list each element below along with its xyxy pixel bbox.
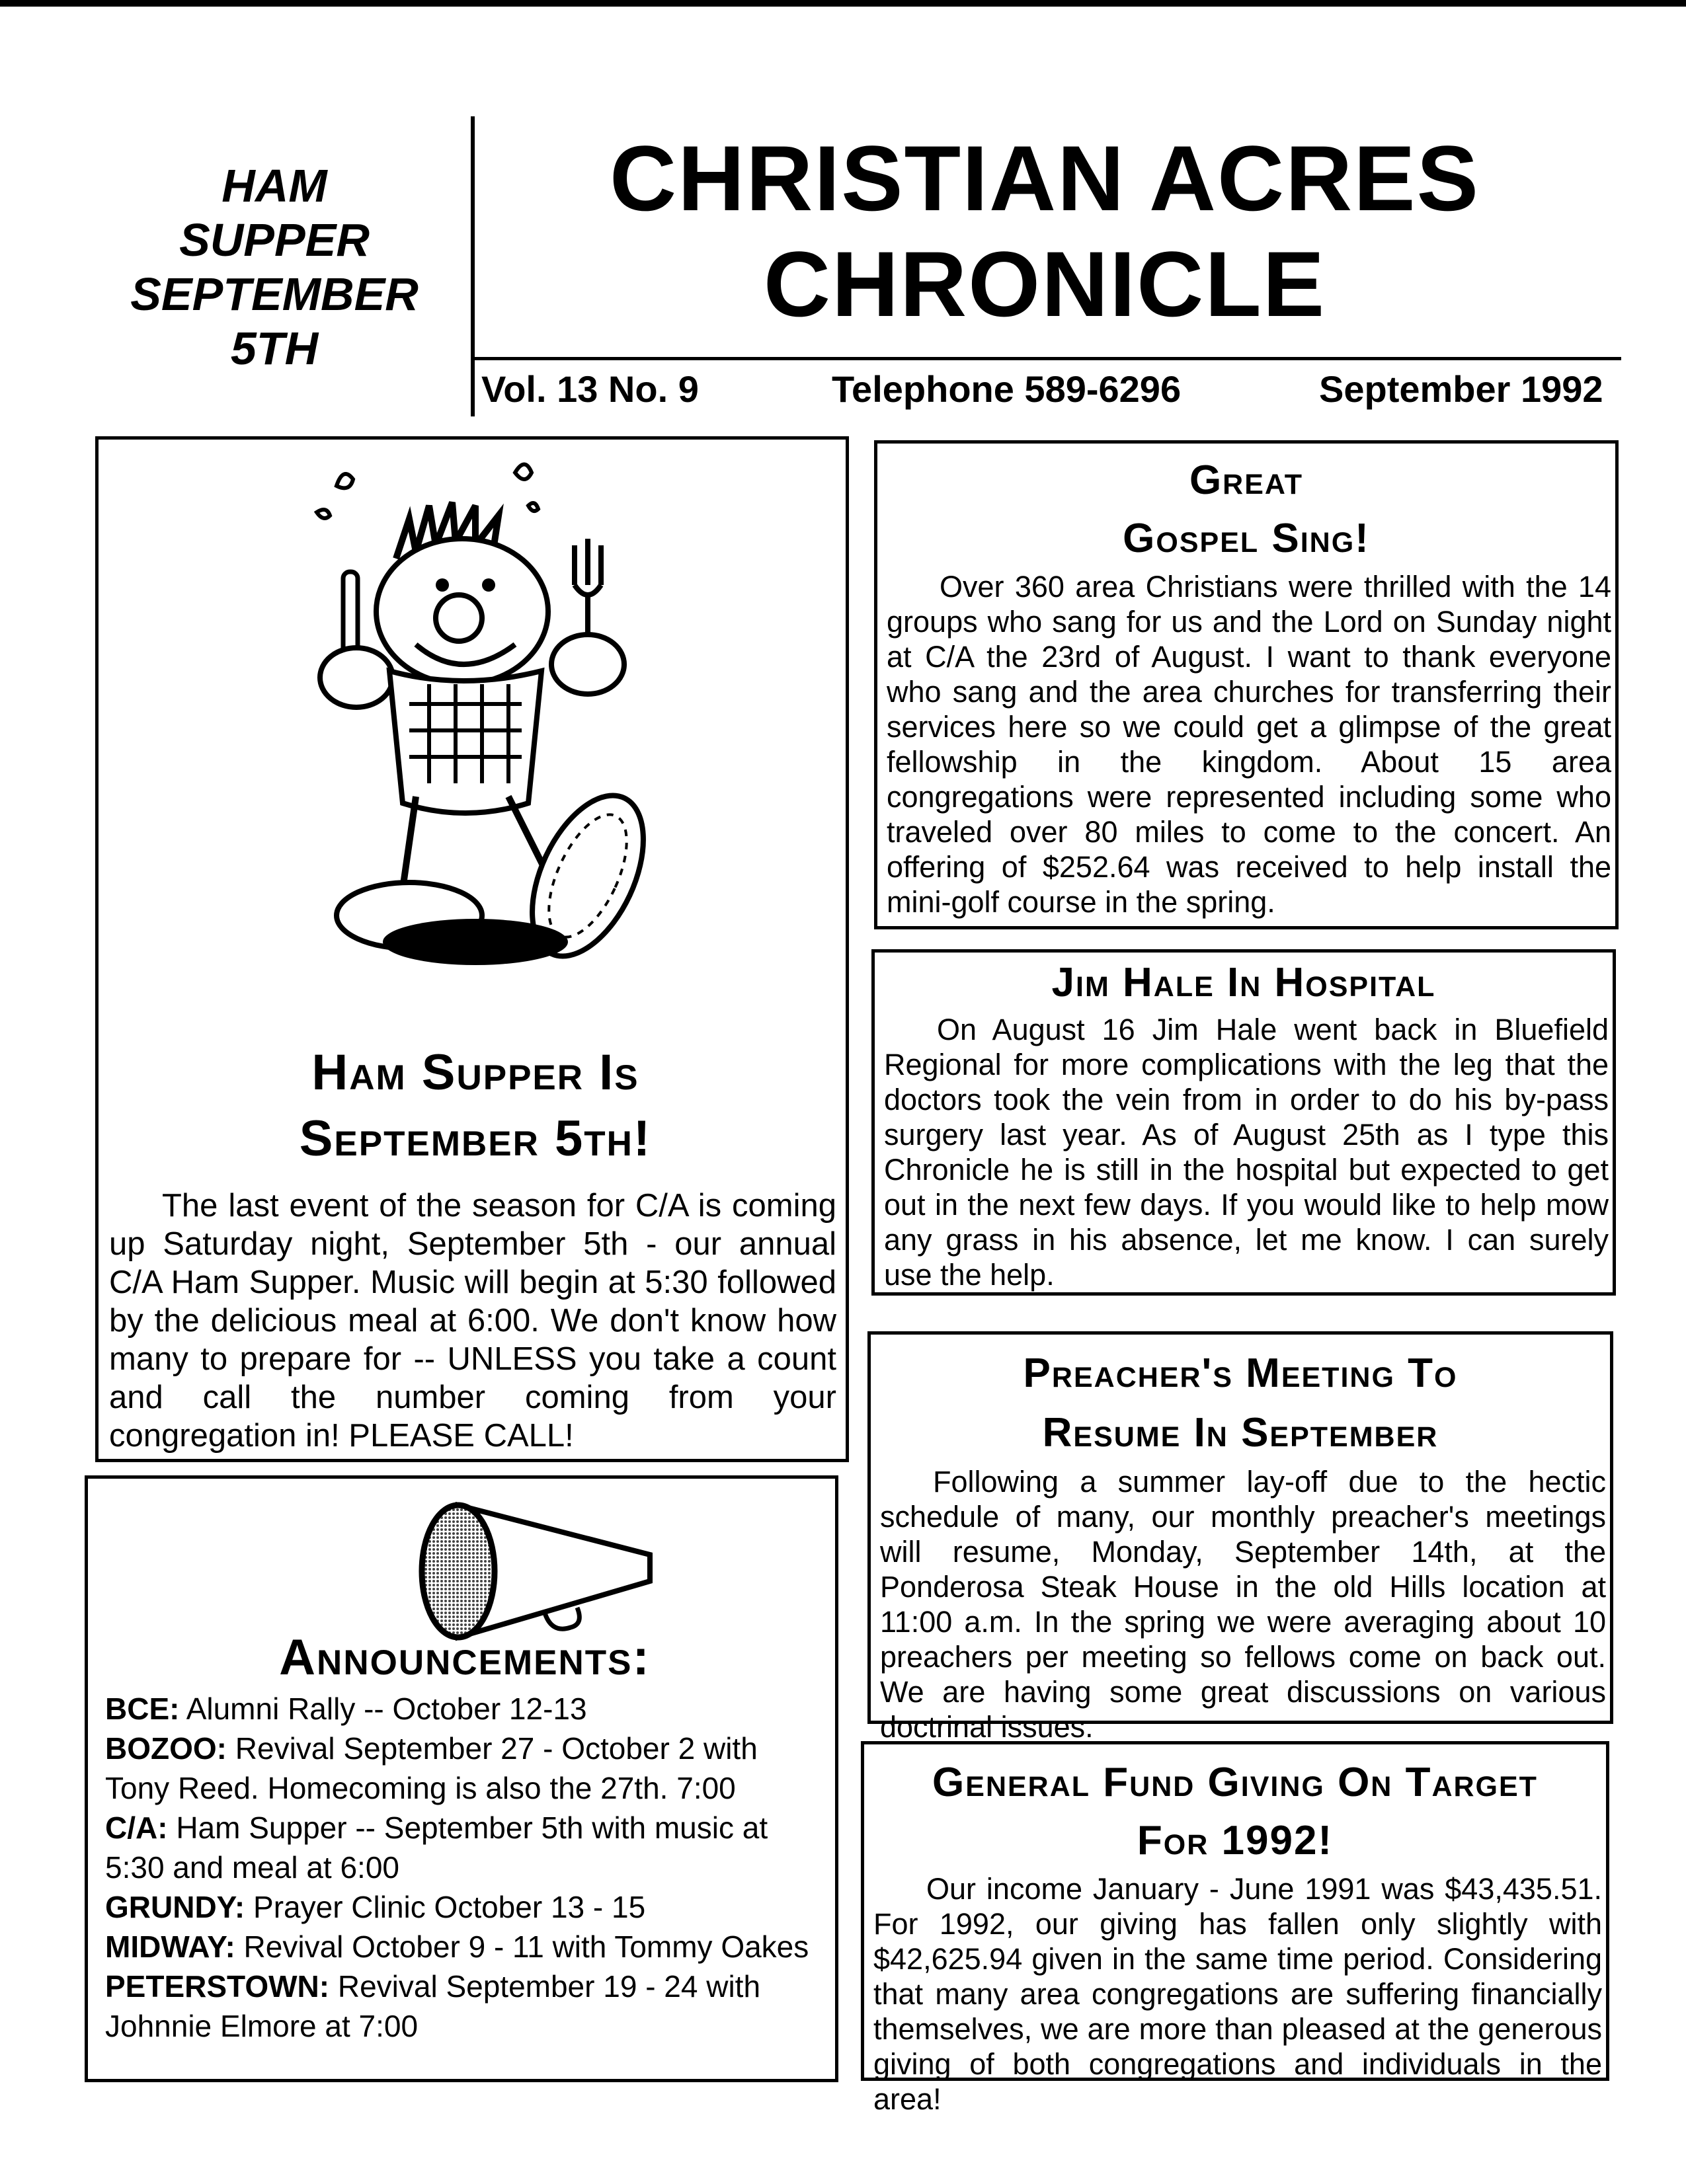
volume-number: Vol. 13 No. 9 — [481, 368, 699, 410]
ham-supper-headline-1: Ham Supper Is — [311, 1044, 639, 1101]
gospel-sing-body: Over 360 area Christians were thrilled with the 14 groups who sang for us and the Lord on Sunday night at C/A the 23rd of August. I want to thank everyone who sang and the area churches for transferring their services here so we could get a glimpse of the great fellowship in the kingdom. About 15 area congregations were represented including some who traveled over 80 miles to come to the concert. An offering of $252.64 was received to help install the mini-golf course in the spring. — [887, 570, 1611, 919]
announcement-congregation: BCE: — [105, 1692, 180, 1726]
announcement-congregation: GRUNDY: — [105, 1890, 245, 1924]
ham-supper-headline-2: September 5th! — [299, 1111, 652, 1167]
announcement-text: Alumni Rally -- October 12-13 — [179, 1692, 587, 1726]
announcement-item — [105, 1808, 826, 1887]
issue-date: September 1992 — [1319, 368, 1603, 410]
promo-line-2: SUPPER — [179, 214, 370, 266]
announcement-item — [105, 1689, 826, 1729]
ham-supper-body: The last event of the season for C/A is coming up Saturday night, September 5th - our annual C/A Ham Supper. Music will begin at 5:30 followed by the delicious meal at 6:00. We don't know how many to prepare for -- UNLESS you take a count and call the number coming from your congregation in! PLEASE CALL! — [109, 1188, 836, 1454]
top-border — [0, 0, 1686, 7]
announcements-box — [85, 1475, 838, 2082]
jim-hale-headline: Jim Hale In Hospital — [1051, 960, 1436, 1005]
title-line-2: CHRONICLE — [763, 232, 1326, 336]
newsletter-title — [483, 126, 1607, 337]
preachers-headline-2: Resume In September — [1042, 1410, 1439, 1456]
announcement-item — [105, 1729, 826, 1808]
announcement-congregation: PETERSTOWN: — [105, 1969, 330, 2004]
announcement-congregation: BOZOO: — [105, 1731, 227, 1766]
announcement-text: Prayer Clinic October 13 - 15 — [245, 1890, 646, 1924]
jim-hale-article — [871, 949, 1616, 1296]
announcement-text: Revival September 27 - October 2 with Tony Reed. Homecoming is also the 27th. 7:00 — [105, 1731, 758, 1805]
masthead-divider-horizontal — [471, 357, 1621, 360]
megaphone-icon — [412, 1492, 676, 1651]
announcements-heading: Announcements: — [279, 1629, 651, 1686]
ham-supper-promo — [99, 159, 450, 375]
promo-line-3: SEPTEMBER — [130, 268, 419, 320]
announcement-item — [105, 1967, 826, 2046]
gospel-sing-headline-1: Great — [1189, 457, 1304, 503]
hungry-cartoon-illustration — [297, 453, 694, 968]
announcements-list — [105, 1689, 826, 2046]
announcement-item — [105, 1887, 826, 1927]
general-fund-article — [861, 1741, 1609, 2116]
preachers-meeting-article — [867, 1331, 1613, 1744]
announcement-text: Revival October 9 - 11 with Tommy Oakes — [235, 1930, 809, 1964]
promo-line-1: HAM — [221, 160, 327, 212]
general-fund-headline-1: General Fund Giving On Target — [932, 1760, 1538, 1805]
gospel-sing-article — [874, 440, 1619, 929]
announcement-congregation: MIDWAY: — [105, 1930, 235, 1964]
announcement-congregation: C/A: — [105, 1811, 168, 1845]
general-fund-body: Our income January - June 1991 was $43,435.51. For 1992, our giving has fallen only slightly with $42,625.94 given in the same time period. Considering that many area congregations are suffering financially themselves, we are more than pleased at the generous giving of both congregations and individuals in the area! — [873, 1872, 1602, 2116]
announcement-item — [105, 1927, 826, 1967]
announcement-text: Revival September 19 - 24 with Johnnie Elmore at 7:00 — [105, 1969, 761, 2043]
announcement-text: Ham Supper -- September 5th with music at 5:30 and meal at 6:00 — [105, 1811, 768, 1885]
general-fund-headline-2: For 1992! — [1137, 1818, 1334, 1863]
preachers-body: Following a summer lay-off due to the hectic schedule of many, our monthly preacher's meetings will resume, Monday, September 14th, at the Ponderosa Steak House in the old Hills location at 11:00 a.m. In the spring we were averaging about 10 preachers per meeting so fellows come on back out. We are having some great discussions on various doctrinal issues. — [880, 1465, 1606, 1744]
telephone-number: Telephone 589-6296 — [832, 368, 1182, 410]
ham-supper-article — [95, 436, 849, 1462]
preachers-headline-1: Preacher's Meeting To — [1023, 1350, 1458, 1396]
jim-hale-body: On August 16 Jim Hale went back in Bluefield Regional for more complications with the leg that the doctors took the vein from in order to do his by-pass surgery last year. As of August 25th as I type this Chronicle he is still in the hospital but expected to get out in the next few days. If you would like to help mow any grass in his absence, let me know. I can surely use the help. — [884, 1013, 1609, 1292]
masthead-divider-vertical — [471, 116, 475, 416]
title-line-1: CHRISTIAN ACRES — [610, 126, 1480, 230]
gospel-sing-headline-2: Gospel Sing! — [1123, 516, 1370, 561]
promo-line-4: 5TH — [230, 323, 319, 374]
